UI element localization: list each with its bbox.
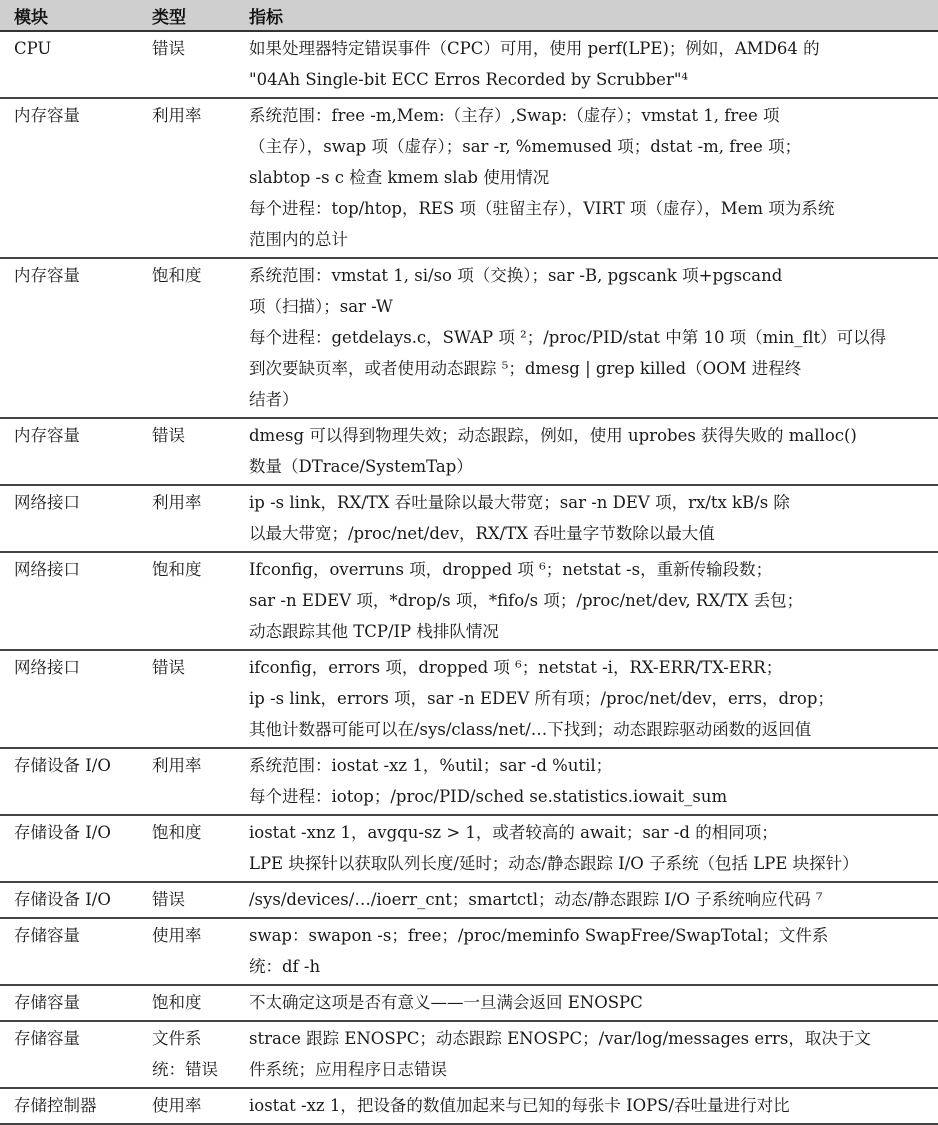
metric-line: 每个进程：getdelays.c，SWAP 项 ²；/proc/PID/stat 中第 10 项（min_flt）可以得 <box>249 328 887 347</box>
type-line: 利用率 <box>152 756 202 775</box>
cell-metrics <box>247 1021 938 1088</box>
cell-type <box>150 985 247 1021</box>
metric-line: "04Ah Single-bit ECC Erros Recorded by Scrubber"⁴ <box>249 70 689 89</box>
cell-module: 内存容量 <box>0 258 150 418</box>
table-row <box>0 918 938 985</box>
metric-line: 件系统；应用程序日志错误 <box>249 1060 447 1079</box>
cell-metrics <box>247 748 938 815</box>
cell-metrics <box>247 258 938 418</box>
type-line: 使用率 <box>152 926 202 945</box>
table-row <box>0 552 938 650</box>
table-row <box>0 882 938 918</box>
table-body <box>0 31 938 1124</box>
cell-type <box>150 418 247 485</box>
cell-module: 网络接口 <box>0 650 150 748</box>
metric-line: 结者） <box>249 390 299 409</box>
metric-line: 每个进程：top/htop，RES 项（驻留主存），VIRT 项（虚存），Mem 项为系统 <box>249 199 835 218</box>
metric-line: 以最大带宽；/proc/net/dev，RX/TX 吞吐量字节数除以最大值 <box>249 524 715 543</box>
cell-module: 内存容量 <box>0 98 150 258</box>
type-line: 错误 <box>152 658 185 677</box>
table-row <box>0 98 938 258</box>
header-row <box>0 0 938 31</box>
metric-line: Ifconfig，overruns 项，dropped 项 ⁶；netstat -s，重新传输段数； <box>249 560 773 579</box>
cell-module: 内存容量 <box>0 418 150 485</box>
cell-metrics <box>247 552 938 650</box>
cell-metrics <box>247 1088 938 1124</box>
metric-line: 如果处理器特定错误事件（CPC）可用，使用 perf(LPE)；例如，AMD64 的 <box>249 39 820 58</box>
metric-line: /sys/devices/…/ioerr_cnt；smartctl；动态/静态跟踪 I/O 子系统响应代码 ⁷ <box>249 890 823 909</box>
type-line: 错误 <box>152 426 185 445</box>
cell-module: 存储设备 I/O <box>0 748 150 815</box>
metric-line: iostat -xz 1，把设备的数值加起来与已知的每张卡 IOPS/吞吐量进行对比 <box>249 1096 790 1115</box>
metric-line: ifconfig，errors 项，dropped 项 ⁶；netstat -i，RX-ERR/TX-ERR； <box>249 658 783 677</box>
table-row <box>0 815 938 882</box>
metric-line: 统：df -h <box>249 957 321 976</box>
header-module: 模块 <box>0 0 150 31</box>
cell-metrics <box>247 485 938 552</box>
metric-line: 项（扫描）；sar -W <box>249 297 393 316</box>
metric-line: sar -n EDEV 项，*drop/s 项，*fifo/s 项；/proc/net/dev, RX/TX 丢包； <box>249 591 804 610</box>
cell-module: 网络接口 <box>0 552 150 650</box>
cell-metrics <box>247 31 938 98</box>
header-metrics: 指标 <box>247 0 938 31</box>
metric-line: LPE 块探针以获取队列长度/延时；动态/静态跟踪 I/O 子系统（包括 LPE 块探针） <box>249 854 859 873</box>
cell-type <box>150 748 247 815</box>
table-row <box>0 31 938 98</box>
cell-type <box>150 1088 247 1124</box>
cell-type <box>150 918 247 985</box>
header-type: 类型 <box>150 0 247 31</box>
table-row <box>0 258 938 418</box>
metric-line: 范围内的总计 <box>249 230 348 249</box>
metric-line: （主存），swap 项（虚存）；sar -r, %memused 项；dstat -m, free 项； <box>249 137 802 156</box>
metric-line: 系统范围：free -m,Mem:（主存）,Swap:（虚存）；vmstat 1, free 项 <box>249 106 780 125</box>
cell-module: 存储设备 I/O <box>0 815 150 882</box>
table-row <box>0 748 938 815</box>
cell-module: 存储容量 <box>0 985 150 1021</box>
cell-type <box>150 882 247 918</box>
type-line: 使用率 <box>152 1096 202 1115</box>
cell-metrics <box>247 98 938 258</box>
cell-module: 网络接口 <box>0 485 150 552</box>
type-line: 利用率 <box>152 106 202 125</box>
type-line: 文件系 <box>152 1029 202 1048</box>
cell-type <box>150 552 247 650</box>
cell-type <box>150 98 247 258</box>
cell-module: 存储容量 <box>0 1021 150 1088</box>
metric-line: 其他计数器可能可以在/sys/class/net/…下找到；动态跟踪驱动函数的返回值 <box>249 720 812 739</box>
table-row <box>0 418 938 485</box>
cell-type <box>150 485 247 552</box>
cell-metrics <box>247 918 938 985</box>
type-line: 错误 <box>152 890 185 909</box>
metric-line: 动态跟踪其他 TCP/IP 栈排队情况 <box>249 622 499 641</box>
table-row <box>0 985 938 1021</box>
table-row <box>0 1021 938 1088</box>
type-line: 错误 <box>152 39 185 58</box>
type-line: 饱和度 <box>152 823 202 842</box>
metric-line: dmesg 可以得到物理失效；动态跟踪，例如，使用 uprobes 获得失败的 malloc() <box>249 426 857 445</box>
cell-module: CPU <box>0 31 150 98</box>
cell-metrics <box>247 882 938 918</box>
cell-metrics <box>247 815 938 882</box>
cell-type <box>150 258 247 418</box>
cell-type <box>150 1021 247 1088</box>
cell-type <box>150 31 247 98</box>
cell-module: 存储控制器 <box>0 1088 150 1124</box>
cell-module: 存储设备 I/O <box>0 882 150 918</box>
type-line: 利用率 <box>152 493 202 512</box>
table-row <box>0 485 938 552</box>
cell-metrics <box>247 418 938 485</box>
table-row <box>0 650 938 748</box>
table-row <box>0 1088 938 1124</box>
metric-line: ip -s link，errors 项，sar -n EDEV 所有项；/proc/net/dev，errs，drop； <box>249 689 834 708</box>
metric-line: 系统范围：iostat -xz 1，%util；sar -d %util； <box>249 756 613 775</box>
type-line: 饱和度 <box>152 993 202 1012</box>
metric-line: 系统范围：vmstat 1, si/so 项（交换）；sar -B, pgscank 项+pgscand <box>249 266 783 285</box>
type-line: 饱和度 <box>152 560 202 579</box>
metric-line: iostat -xnz 1，avgqu-sz > 1，或者较高的 await；sar -d 的相同项； <box>249 823 778 842</box>
cell-type <box>150 650 247 748</box>
metric-line: 数量（DTrace/SystemTap） <box>249 457 473 476</box>
cell-type <box>150 815 247 882</box>
metric-line: 每个进程：iotop；/proc/PID/sched se.statistics.iowait_sum <box>249 787 728 806</box>
type-line: 饱和度 <box>152 266 202 285</box>
cell-metrics <box>247 650 938 748</box>
cell-metrics <box>247 985 938 1021</box>
metric-line: strace 跟踪 ENOSPC；动态跟踪 ENOSPC；/var/log/messages errs，取决于文 <box>249 1029 871 1048</box>
metric-line: 到次要缺页率，或者使用动态跟踪 ⁵；dmesg | grep killed（OOM 进程终 <box>249 359 802 378</box>
metric-line: ip -s link，RX/TX 吞吐量除以最大带宽；sar -n DEV 项，rx/tx kB/s 除 <box>249 493 790 512</box>
metric-line: slabtop -s c 检查 kmem slab 使用情况 <box>249 168 550 187</box>
metric-line: 不太确定这项是否有意义——一旦满会返回 ENOSPC <box>249 993 643 1012</box>
metric-line: swap：swapon -s；free；/proc/meminfo SwapFree/SwapTotal；文件系 <box>249 926 829 945</box>
cell-module: 存储容量 <box>0 918 150 985</box>
type-line: 统：错误 <box>152 1060 218 1079</box>
